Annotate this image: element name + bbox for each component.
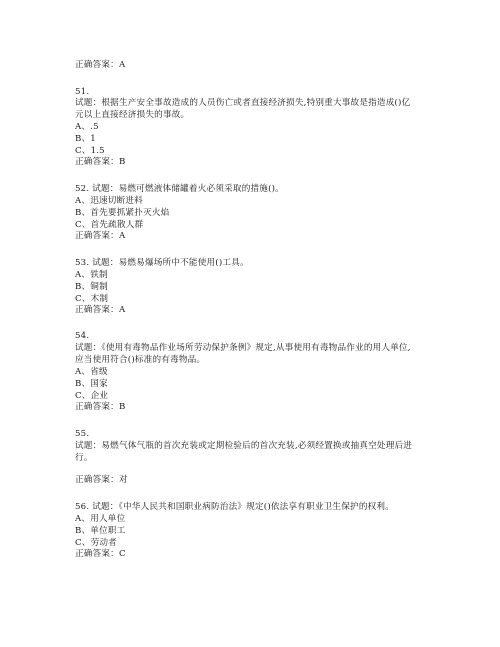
correct-answer: 正确答案：C — [75, 549, 126, 559]
option-c: C、1.5 — [75, 146, 105, 156]
question-stem: 应当使用符合()标准的有毒物品。 — [75, 355, 206, 365]
option-c: C、劳动者 — [75, 538, 117, 548]
correct-answer: 正确答案：A — [75, 305, 126, 315]
question-stem: 试题：《使用有毒物品作业场所劳动保护条例》规定,从事使用有毒物品作业的用人单位, — [75, 343, 411, 353]
option-c: C、木制 — [75, 294, 109, 304]
option-a: A、用人单位 — [75, 514, 126, 524]
option-a: A、省级 — [75, 367, 108, 377]
previous-answer: 正确答案：A — [75, 60, 126, 70]
question-number: 51. — [75, 87, 90, 97]
correct-answer: 正确答案：B — [75, 402, 126, 412]
option-b: B、1 — [75, 134, 96, 144]
option-b: B、国家 — [75, 379, 108, 389]
correct-answer: 正确答案：A — [75, 231, 126, 241]
option-c: C、首先疏散人群 — [75, 220, 144, 230]
option-a: A、迅速切断进料 — [75, 196, 143, 206]
question-number: 54. — [75, 331, 90, 341]
option-b: B、首先要抓紧扑灭火焰 — [75, 208, 170, 218]
option-c: C、企业 — [75, 391, 109, 401]
question-stem: 53. 试题：易燃易爆场所中不能使用()工具。 — [75, 258, 249, 268]
option-a: A、铁制 — [75, 270, 108, 280]
question-stem: 52. 试题：易燃可燃液体储罐着火必须采取的措施()。 — [75, 184, 284, 194]
question-stem: 试题：易燃气体气瓶的首次充装或定期检验后的首次充装,必须经置换或抽真空处理后进 — [75, 441, 413, 451]
correct-answer: 正确答案：B — [75, 157, 126, 167]
option-a: A、.5 — [75, 122, 99, 132]
option-b: B、单位职工 — [75, 526, 126, 536]
question-stem: 试题：根据生产安全事故造成的人员伤亡或者直接经济损失,特别重大事故是指造成()亿 — [75, 98, 411, 108]
question-stem: 行。 — [75, 453, 93, 463]
question-stem: 56. 试题：《中华人民共和国职业病防治法》规定()依法享有职业卫生保护的权利。 — [75, 502, 394, 512]
question-stem: 元以上直接经济损失的事故。 — [75, 110, 190, 120]
option-b: B、铜制 — [75, 282, 108, 292]
question-number: 55. — [75, 429, 90, 439]
correct-answer: 正确答案：对 — [75, 475, 128, 485]
